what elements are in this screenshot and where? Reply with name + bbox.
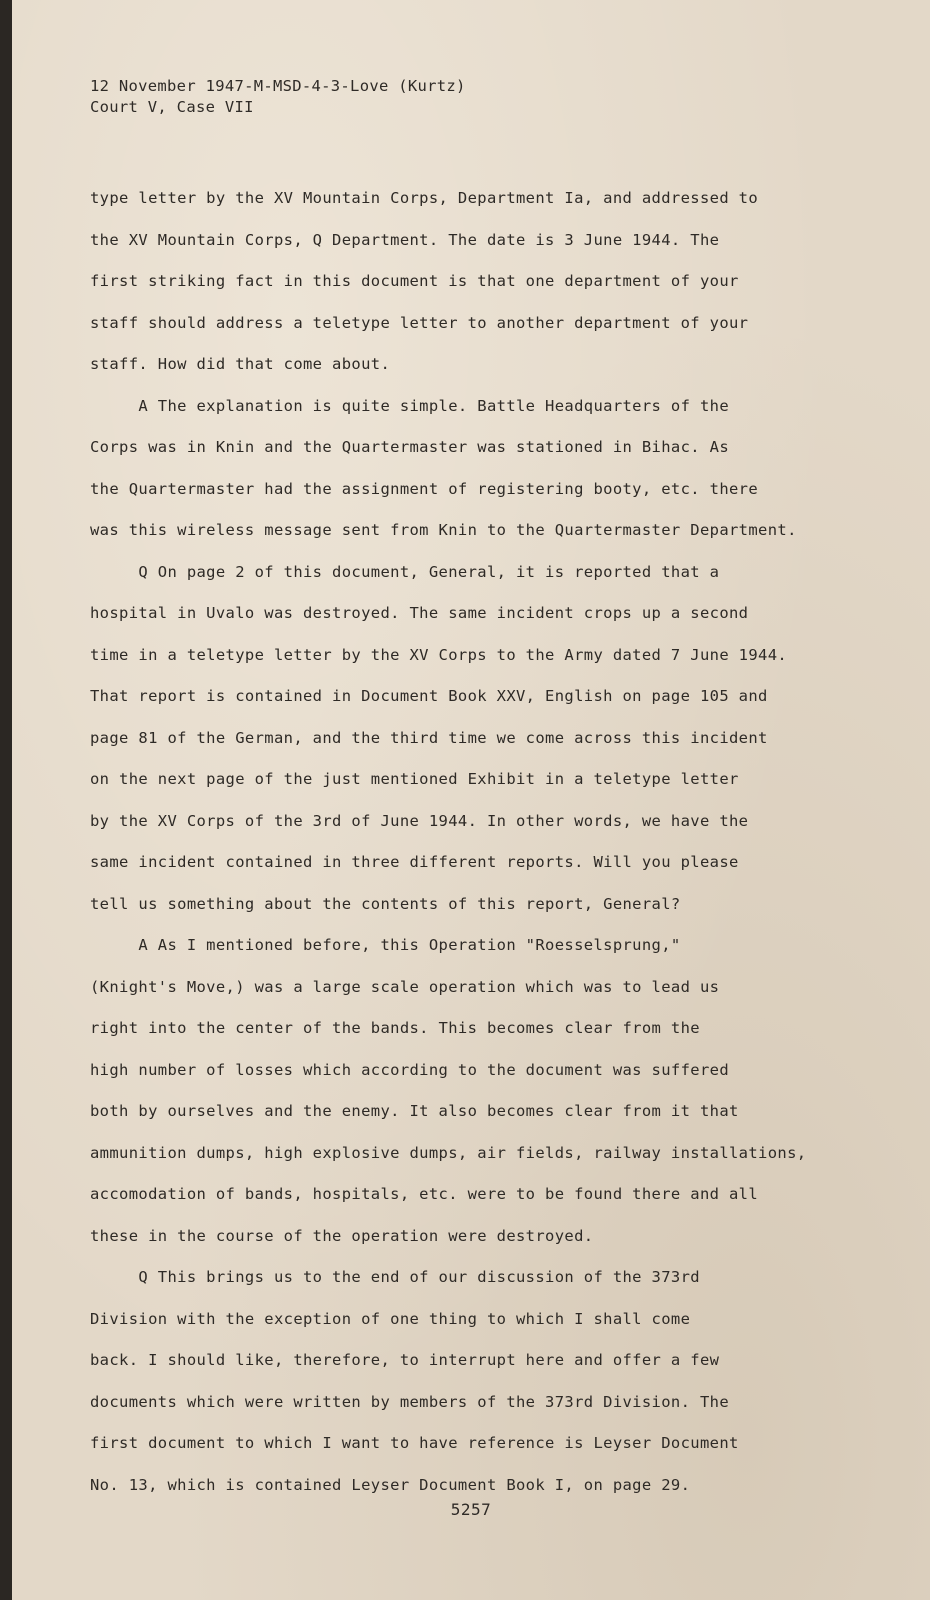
transcript-line: Q This brings us to the end of our discussion of the 373rd [90, 1268, 700, 1286]
transcript-line: on the next page of the just mentioned Exhibit in a teletype letter [90, 770, 739, 788]
transcript-line: was this wireless message sent from Knin to the Quartermaster Department. [90, 521, 797, 539]
transcript-line: high number of losses which according to the document was suffered [90, 1060, 729, 1079]
transcript-line: Q On page 2 of this document, General, it is reported that a [90, 562, 720, 581]
transcript-line: A The explanation is quite simple. Battle Headquarters of the [90, 396, 729, 415]
transcript-line: documents which were written by members of the 373rd Division. The [90, 1392, 729, 1411]
transcript-line: same incident contained in three different reports. Will you please [90, 853, 739, 871]
transcript-line: first striking fact in this document is that one department of your [90, 272, 739, 290]
transcript-line: these in the course of the operation were destroyed. [90, 1226, 594, 1245]
transcript-line: No. 13, which is contained Leyser Document Book I, on page 29. [90, 1475, 691, 1494]
transcript-line: page 81 of the German, and the third time we come across this incident [90, 728, 768, 747]
transcript-line: back. I should like, therefore, to interrupt here and offer a few [90, 1351, 720, 1369]
header-court-line: Court V, Case VII [90, 98, 254, 116]
transcript-line: staff. How did that come about. [90, 355, 391, 373]
document-header [90, 76, 466, 118]
transcript-body [90, 178, 870, 1506]
transcript-line: That report is contained in Document Book XXV, English on page 105 and [90, 687, 768, 705]
document-page [12, 0, 930, 1600]
transcript-line: hospital in Uvalo was destroyed. The same incident crops up a second [90, 604, 749, 622]
transcript-line: ammunition dumps, high explosive dumps, air fields, railway installations, [90, 1143, 807, 1162]
transcript-line: first document to which I want to have reference is Leyser Document [90, 1434, 739, 1452]
page-edge-shadow [0, 0, 12, 1600]
transcript-line: right into the center of the bands. This becomes clear from the [90, 1019, 700, 1037]
transcript-line: tell us something about the contents of this report, General? [90, 894, 681, 913]
header-date-line: 12 November 1947-M-MSD-4-3-Love (Kurtz) [90, 77, 466, 95]
transcript-line: A As I mentioned before, this Operation "Roesselsprung," [90, 936, 681, 954]
transcript-line: by the XV Corps of the 3rd of June 1944. In other words, we have the [90, 811, 749, 830]
transcript-line: time in a teletype letter by the XV Corps to the Army dated 7 June 1944. [90, 645, 788, 664]
transcript-line: the XV Mountain Corps, Q Department. The date is 3 June 1944. The [90, 230, 720, 249]
transcript-line: staff should address a teletype letter to another department of your [90, 313, 749, 332]
transcript-line: both by ourselves and the enemy. It also becomes clear from it that [90, 1102, 739, 1120]
page-number: 5257 [450, 1500, 492, 1519]
transcript-line: type letter by the XV Mountain Corps, Department Ia, and addressed to [90, 189, 759, 207]
transcript-line: the Quartermaster had the assignment of registering booty, etc. there [90, 479, 759, 498]
transcript-line: (Knight's Move,) was a large scale operation which was to lead us [90, 977, 720, 996]
transcript-line: Corps was in Knin and the Quartermaster was stationed in Bihac. As [90, 438, 729, 456]
transcript-line: accomodation of bands, hospitals, etc. were to be found there and all [90, 1185, 759, 1203]
transcript-line: Division with the exception of one thing to which I shall come [90, 1309, 691, 1328]
